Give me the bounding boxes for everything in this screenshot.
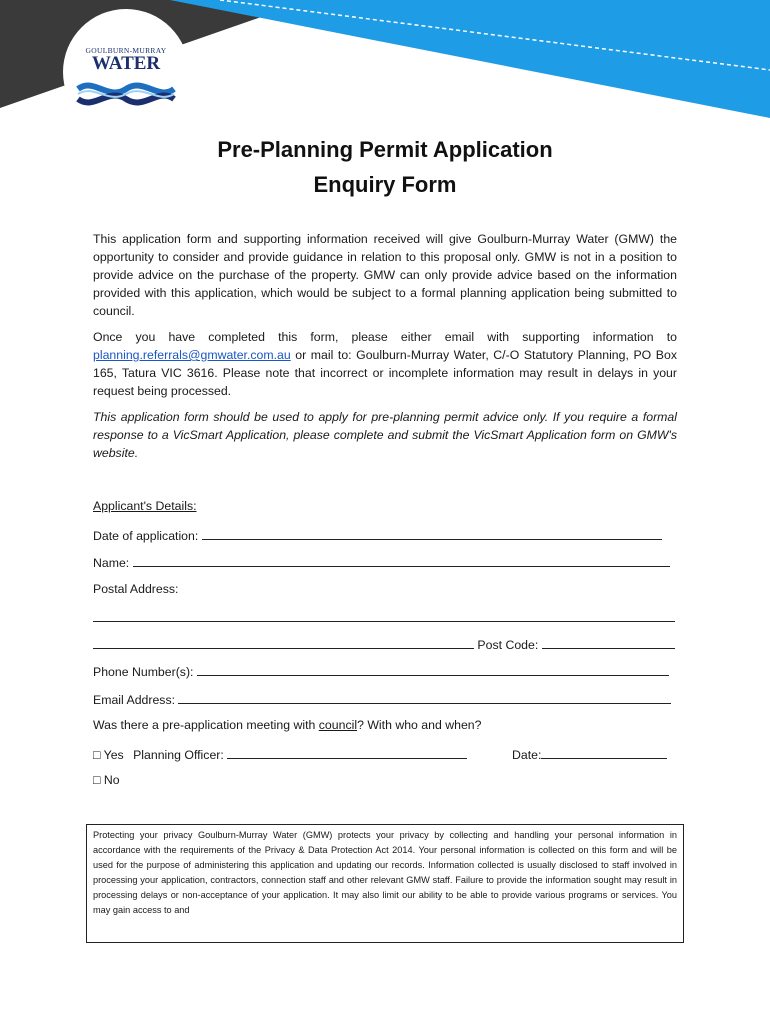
intro-paragraph-3: This application form should be used to apply for pre-planning permit advice only. If you require a formal response to a VicSmart Application, please complete and submit the VicSmart Application form on GMW's website. bbox=[93, 410, 677, 460]
yes-row bbox=[93, 746, 467, 762]
email-link[interactable]: planning.referrals@gmwater.com.au bbox=[93, 348, 291, 362]
meeting-question-end: ? With who and when? bbox=[357, 718, 482, 732]
page-title-line1: Pre-Planning Permit Application bbox=[217, 137, 553, 162]
logo-line1: GOULBURN-MURRAY bbox=[85, 46, 167, 55]
meeting-date-row bbox=[512, 746, 667, 762]
water-wave-icon bbox=[76, 79, 176, 109]
intro-paragraph-1: This application form and supporting information received will give Goulburn-Murray Water (GMW) the opportunity to consider and provide guidance in relation to this proposal only. GMW is not in a position to provide advice on the purchase of the property. GMW can only provide advice based on the information provided with this application, which would be subject to a formal planning application being submitted to council. bbox=[93, 232, 677, 318]
meeting-question bbox=[93, 718, 481, 732]
no-checkbox[interactable]: □ No bbox=[93, 773, 120, 787]
name-label: Name: bbox=[93, 556, 130, 570]
meeting-date-label: Date: bbox=[512, 748, 542, 762]
phone-row bbox=[93, 663, 669, 679]
email-label: Email Address: bbox=[93, 693, 176, 707]
date-of-application-label: Date of application: bbox=[93, 529, 199, 543]
date-of-application-field[interactable] bbox=[202, 527, 662, 540]
date-of-application-row bbox=[93, 527, 662, 543]
name-field[interactable] bbox=[133, 554, 670, 567]
postal-address-label: Postal Address: bbox=[93, 582, 179, 596]
email-field[interactable] bbox=[178, 691, 671, 704]
name-row bbox=[93, 554, 670, 570]
council-link: council bbox=[318, 718, 358, 732]
postal-address-field-2[interactable] bbox=[93, 636, 474, 649]
planning-officer-label: Planning Officer: bbox=[133, 748, 224, 762]
privacy-statement-box: Protecting your privacy Goulburn-Murray Water (GMW) protects your privacy by collecting and handling your personal information in accordance with the requirements of the Privacy & Data Protection Act 2014. Your personal information is collected on this form and will be used for the purpose of administering this application and updating our records. Information collected is usually disclosed to staff involved in processing your application, contractors, connection staff and other relevant GMW staff. Failure to provide the information sought may result in processing delays or non-acceptance of your application. It may also limit our ability to be able to provide various programs or services. You may gain access to and bbox=[86, 824, 684, 943]
postal-address-row-1 bbox=[93, 609, 675, 625]
phone-field[interactable] bbox=[197, 663, 669, 676]
applicant-heading: Applicant's Details: bbox=[93, 499, 197, 513]
intro-p2-text-end: or mail to: Goulburn-Murray Water, C/-O Statutory Planning, PO Box 165, Tatura VIC 3616. Please note that incorrect or incomplete information may result in delays in your request being processed. bbox=[93, 348, 677, 398]
postal-address-field-1[interactable] bbox=[93, 609, 675, 622]
intro-p2-text-start: Once you have completed this form, please either email with supporting information to bbox=[93, 330, 677, 344]
meeting-date-field[interactable] bbox=[541, 746, 667, 759]
page-title-line2: Enquiry Form bbox=[313, 172, 457, 197]
planning-officer-field[interactable] bbox=[227, 746, 467, 759]
postcode-label: Post Code: bbox=[477, 638, 539, 652]
logo-line2: WATER bbox=[91, 53, 161, 74]
intro-paragraph-2 bbox=[93, 328, 677, 400]
yes-checkbox[interactable]: □ Yes bbox=[93, 748, 124, 762]
meeting-question-start: Was there a pre-application meeting with bbox=[93, 718, 319, 732]
postal-address-row-2 bbox=[93, 636, 675, 652]
email-row bbox=[93, 691, 671, 707]
postcode-field[interactable] bbox=[542, 636, 675, 649]
logo bbox=[63, 46, 189, 122]
phone-label: Phone Number(s): bbox=[93, 665, 194, 679]
